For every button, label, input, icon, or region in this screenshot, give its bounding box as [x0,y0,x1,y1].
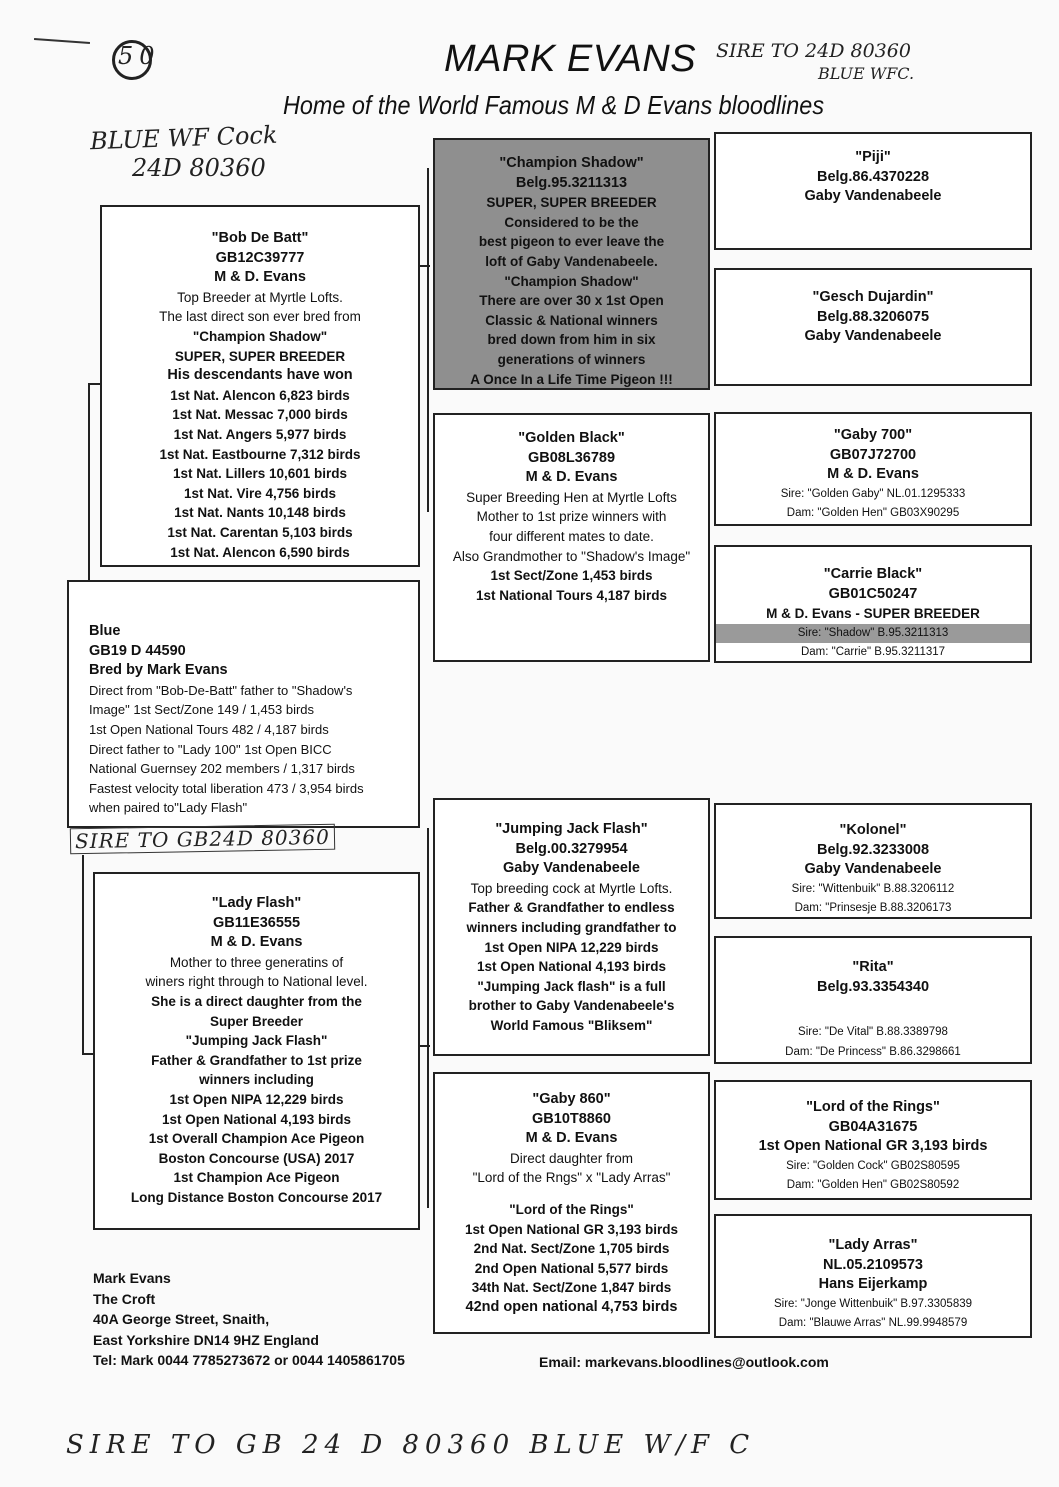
breeder: Hans Eijerkamp [818,1276,928,1293]
result-line: 1st Nat. Alencon 6,823 birds [170,387,350,403]
handwritten-note-top-left-2: 24D 80360 [132,154,266,182]
ring-number: Belg.00.3279954 [515,840,628,857]
pigeon-name: "Jumping Jack Flash" [495,821,648,837]
pedigree-card-lady-flash [93,872,420,1230]
breeder: M & D. Evans - SUPER BREEDER [766,606,980,622]
result-line: 2nd Nat. Sect/Zone 1,705 birds [473,1241,670,1257]
contact-address-line: 40A George Street, Snaith, [93,1311,270,1327]
pigeon-name: "Lady Arras" [828,1237,918,1253]
result-line: 1st Nat. Lillers 10,601 birds [172,466,348,482]
card-text: Direct from "Bob-De-Batt" father to "Shadow's [89,682,353,698]
card-text: loft of Gaby Vandenabeele. [485,253,658,269]
ring-number: GB11E36555 [212,914,301,931]
card-text: winers right through to National level. [145,974,368,990]
pigeon-name: "Gaby 860" [532,1091,611,1107]
result-line: Long Distance Boston Concourse 2017 [130,1189,383,1205]
result-line: 1st Sect/Zone 1,453 birds [490,568,653,584]
breeder: M & D. Evans [525,1130,618,1147]
pedigree-card-champion-shadow [433,138,710,390]
card-text: SUPER, SUPER BREEDER [486,195,657,211]
ring-number: GB12C39777 [215,249,305,266]
card-text: Mother to 1st prize winners with [476,509,667,525]
pigeon-name: "Rita" [852,959,894,975]
pedigree-card-gesch-dujardin [714,268,1032,386]
pedigree-card-gaby-860 [433,1072,710,1334]
breeder: M & D. Evans [210,934,303,951]
result-line: 1st Open NIPA 12,229 birds [169,1091,344,1107]
result-line: 1st Nat. Alencon 6,590 birds [170,544,350,560]
pigeon-name: "Golden Black" [518,430,625,446]
result-line: 1st Champion Ace Pigeon [173,1170,340,1186]
connector-line [427,168,429,512]
card-text: "Lord of the Rngs" x "Lady Arras" [472,1170,671,1186]
card-text: Fastest velocity total liberation 473 / 3,954 birds [89,780,364,796]
contact-email: Email: markevans.bloodlines@outlook.com [539,1354,829,1370]
result-line: Boston Concourse (USA) 2017 [158,1150,355,1166]
pigeon-name: "Champion Shadow" [499,155,644,171]
card-text: "Champion Shadow" [192,328,328,344]
card-text: National Guernsey 202 members / 1,317 birds [89,761,355,777]
result-line: 1st Open National GR 3,193 birds [464,1221,679,1237]
pigeon-name: "Piji" [855,149,891,165]
card-text: Classic & National winners [485,312,658,328]
card-text: Super Breeding Hen at Myrtle Lofts [466,489,677,505]
result-line: 42nd open national 4,753 birds [465,1298,678,1315]
card-text: Direct daughter from [509,1150,634,1166]
card-text: four different mates to date. [489,528,654,544]
card-text: Top breeding cock at Myrtle Lofts. [470,880,673,896]
pigeon-name: "Kolonel" [839,822,907,838]
result-line: 1st Nat. Messac 7,000 birds [172,407,348,423]
ring-number: NL.05.2109573 [823,1256,923,1273]
pedigree-card-piji [714,132,1032,250]
result-line: 2nd Open National 5,577 birds [474,1260,669,1276]
result-line: 1st Nat. Angers 5,977 birds [173,426,347,442]
pedigree-card-subject [67,580,420,828]
page-title: MARK EVANS [444,38,697,80]
result-line: 1st Open National 4,193 birds [161,1111,352,1127]
ring-number: GB01C50247 [828,585,918,602]
handwritten-footer-note: SIRE TO GB 24 D 80360 BLUE W/F C [66,1430,756,1460]
card-text: Mother to three generatins of [169,954,344,970]
card-text: She is a direct daughter from the [151,993,362,1009]
card-text: There are over 30 x 1st Open [479,293,664,309]
breeder: M & D. Evans [214,269,306,286]
sire-line: Sire: "Golden Cock" GB02S80595 [786,1159,960,1172]
ring-number: GB04A31675 [828,1118,918,1135]
card-text: Father & Grandfather to endless [468,900,675,916]
card-text: A Once In a Life Time Pigeon !!! [470,371,673,387]
ring-number: Belg.92.3233008 [816,841,930,858]
result-line: 1st Open National 4,193 birds [476,959,667,975]
ring-number: GB10T8860 [532,1110,611,1127]
result-line: 1st Nat. Nants 10,148 birds [174,505,346,521]
pigeon-name: "Bob De Batt" [211,230,309,246]
ring-number: Belg.86.4370228 [816,168,930,185]
card-text: Image" 1st Sect/Zone 149 / 1,453 birds [89,702,315,718]
dam-line: Dam: "Prinsesje B.88.3206173 [794,902,952,915]
card-text: "Champion Shadow" [504,273,639,289]
dam-line: Dam: "De Princess" B.86.3298661 [785,1045,961,1058]
handwritten-sire-note: SIRE TO GB24D 80360 [70,824,335,855]
card-text: Direct father to "Lady 100" 1st Open BICC [89,741,332,757]
breeder: M & D. Evans [827,466,919,483]
page-subtitle: Home of the World Famous M & D Evans bloodlines [283,90,825,120]
pedigree-card-carrie-black [714,545,1032,663]
card-text: 1st Open National Tours 482 / 4,187 birds [89,721,329,737]
contact-telephone: Tel: Mark 0044 7785273672 or 0044 1405861705 [93,1352,405,1368]
pigeon-name: "Gaby 700" [833,427,913,443]
pigeon-name: "Lord of the Rings" [806,1099,940,1115]
contact-address-line: The Croft [93,1290,156,1307]
card-text: Super Breeder [209,1013,304,1029]
corner-mark [34,38,90,44]
breeder: Gaby Vandenabeele [804,861,942,878]
contact-block [93,1268,405,1371]
card-text: World Famous "Bliksem" [490,1017,653,1033]
pigeon-name: "Carrie Black" [823,566,923,582]
card-text: Top Breeder at Myrtle Lofts. [177,289,343,305]
sire-line: Sire: "Jonge Wittenbuik" B.97.3305839 [773,1297,973,1310]
pigeon-name: "Lady Flash" [211,895,302,911]
result-line: 1st National Tours 4,187 birds [475,587,668,603]
pedigree-card-lord-of-the-rings [714,1080,1032,1200]
sire-line: Sire: "Shadow" B.95.3211313 [716,624,1030,644]
card-text: SUPER, SUPER BREEDER [174,348,346,364]
card-text: winners including grandfather to [466,919,677,935]
pedigree-card-golden-black [433,413,710,662]
page-number-label: 50 [118,42,161,70]
connector-line [427,828,429,1208]
ring-number: Belg.88.3206075 [816,308,930,325]
dam-line: Dam: "Golden Hen" GB02S80592 [786,1179,960,1192]
handwritten-note-top-right-1: SIRE TO 24D 80360 [716,40,911,62]
card-text: His descendants have won [167,367,353,384]
pedigree-card-rita [714,936,1032,1064]
result-line: 1st Nat. Carentan 5,103 birds [167,524,353,540]
breeder: Bred by Mark Evans [89,662,228,679]
pedigree-card-gaby-700 [714,412,1032,526]
pedigree-card-kolonel [714,803,1032,919]
result-line: 1st Nat. Eastbourne 7,312 birds [159,446,361,462]
result-line: 1st Overall Champion Ace Pigeon [148,1131,365,1147]
dam-line: Dam: "Blauwe Arras" NL.99.9948579 [778,1317,968,1330]
ring-number: GB08L36789 [527,449,616,466]
breeder: Gaby Vandenabeele [502,860,640,877]
card-text: bred down from him in six [487,332,656,348]
contact-name: Mark Evans [93,1270,171,1286]
connector-line [82,855,84,1055]
dam-line: Dam: "Carrie" B.95.3211317 [800,646,946,659]
card-text: brother to Gaby Vandenabeele's [468,998,675,1014]
card-text: Also Grandmother to "Shadow's Image" [452,548,691,564]
card-text: when paired to"Lady Flash" [89,800,248,816]
connector-line [88,383,90,583]
card-text: "Jumping Jack Flash" [185,1033,328,1049]
card-text: winners including [199,1072,314,1088]
result-line: 1st Open NIPA 12,229 birds [484,939,659,955]
card-text: Father & Grandfather to 1st prize [151,1052,362,1068]
breeder: Gaby Vandenabeele [804,188,942,205]
card-text: best pigeon to ever leave the [478,234,665,250]
sire-line: Sire: "Golden Gaby" NL.01.1295333 [780,487,966,500]
pigeon-name: "Gesch Dujardin" [812,289,934,305]
result-line: 1st Nat. Vire 4,756 birds [183,485,337,501]
sire-line: Sire: "De Vital" B.88.3389798 [798,1026,948,1039]
card-text: Considered to be the [504,214,639,230]
ring-number: Belg.95.3211313 [515,174,628,191]
ring-number: Belg.93.3354340 [816,978,930,995]
sire-line: Sire: "Wittenbuik" B.88.3206112 [791,882,955,895]
contact-address-line: East Yorkshire DN14 9HZ England [93,1331,319,1348]
breeder: M & D. Evans [525,469,618,486]
result-line: 34th Nat. Sect/Zone 1,847 birds [471,1280,672,1296]
ring-number: GB07J72700 [829,446,917,463]
card-text: The last direct son ever bred from [159,309,361,325]
ring-number: GB19 D 44590 [89,642,186,659]
card-text: "Jumping Jack flash" is a full [477,978,666,994]
result-line: 1st Open National GR 3,193 birds [758,1138,988,1155]
pedigree-card-jumping-jack-flash [433,798,710,1056]
pedigree-card-bob-de-batt [100,205,420,567]
card-text: generations of winners [497,351,646,367]
handwritten-note-top-left-1: BLUE WF Cock [89,120,278,156]
breeder: Gaby Vandenabeele [804,328,942,345]
card-text: "Lord of the Rings" [509,1201,634,1217]
pedigree-card-lady-arras [714,1214,1032,1338]
handwritten-note-top-right-2: BLUE WFC. [818,64,915,83]
dam-line: Dam: "Golden Hen" GB03X90295 [786,507,960,520]
pigeon-colour: Blue [89,623,121,639]
